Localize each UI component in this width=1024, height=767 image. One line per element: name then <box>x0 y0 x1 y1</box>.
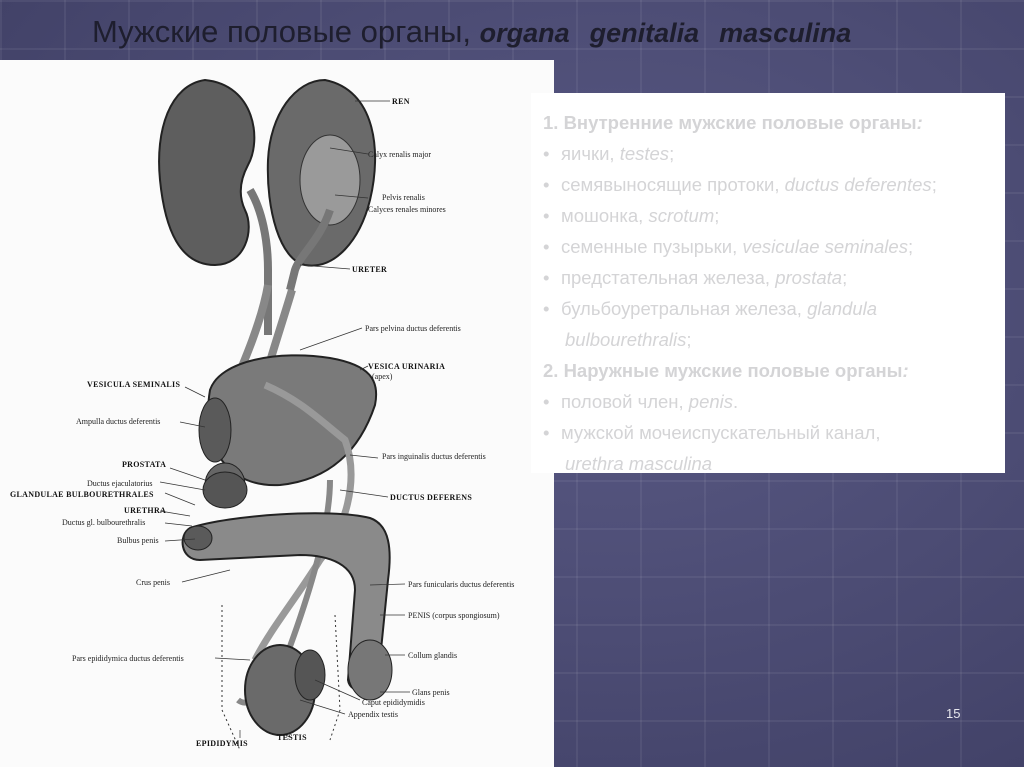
label-crus: Crus penis <box>136 578 170 587</box>
organ-list-box <box>531 93 1005 473</box>
list-item: • половой член, penis. <box>543 391 739 412</box>
label-ductus-gl: Ductus gl. bulbourethralis <box>62 518 146 527</box>
list-item: • семенные пузырьки, vesiculae seminales; <box>543 236 914 257</box>
label-ampulla: Ampulla ductus deferentis <box>76 417 161 426</box>
label-apex: (apex) <box>372 372 393 381</box>
male-genital-organs-drawing <box>0 60 554 767</box>
label-testis: TESTIS <box>277 733 307 742</box>
label-pelvis: Pelvis renalis <box>382 193 425 202</box>
label-pars-funicularis: Pars funicularis ductus deferentis <box>408 580 515 589</box>
list-item: • мошонка, scrotum; <box>543 205 720 226</box>
label-bulbus: Bulbus penis <box>117 536 159 545</box>
label-urethra: URETHRA <box>124 506 167 515</box>
label-calyces-minores: Calyces renales minores <box>368 205 446 214</box>
label-glans: Glans penis <box>412 688 450 697</box>
label-calyx-major: Calyx renalis major <box>368 150 432 159</box>
heading-external: 2. Наружные мужские половые органы: <box>543 360 909 381</box>
label-collum: Collum glandis <box>408 651 458 660</box>
list-item: • семявыносящие протоки, ductus deferentes; <box>543 174 937 195</box>
label-ureter: URETER <box>352 265 388 274</box>
list-item: • предстательная железа, prostata; <box>543 267 848 288</box>
label-glandulae: GLANDULAE BULBOURETHRALES <box>10 490 154 499</box>
list-item-continuation: urethra masculina <box>565 453 713 474</box>
label-pars-inguinalis: Pars inguinalis ductus deferentis <box>382 452 486 461</box>
label-prostata: PROSTATA <box>122 460 167 469</box>
label-ductus-ejac: Ductus ejaculatorius <box>87 479 153 488</box>
label-penis: PENIS (corpus spongiosum) <box>408 611 500 620</box>
label-ren: REN <box>392 97 410 106</box>
page-number: 15 <box>946 706 961 721</box>
label-ductus-deferens: DUCTUS DEFERENS <box>390 493 473 502</box>
list-item: • яички, testes; <box>543 143 675 164</box>
heading-internal: 1. Внутренние мужские половые органы: <box>543 112 923 133</box>
title-russian: Мужские половые органы, <box>92 14 480 49</box>
label-pars-pelvina: Pars pelvina ductus deferentis <box>365 324 461 333</box>
label-epididymis: EPIDIDYMIS <box>196 739 248 748</box>
anatomy-illustration <box>0 60 554 767</box>
list-item: • мужской мочеиспускательный канал, <box>543 422 881 443</box>
list-item: • бульбоуретральная железа, glandula <box>543 298 878 319</box>
label-pars-epididymica: Pars epididymica ductus deferentis <box>72 654 184 663</box>
list-item-continuation: bulbourethralis; <box>565 329 692 350</box>
label-appendix: Appendix testis <box>348 710 398 719</box>
slide-title <box>92 14 992 50</box>
title-latin: organa genitalia masculina <box>479 18 852 48</box>
label-vesicula: VESICULA SEMINALIS <box>87 380 181 389</box>
label-caput: Caput epididymidis <box>362 698 425 707</box>
label-vesica: VESICA URINARIA <box>368 362 446 371</box>
